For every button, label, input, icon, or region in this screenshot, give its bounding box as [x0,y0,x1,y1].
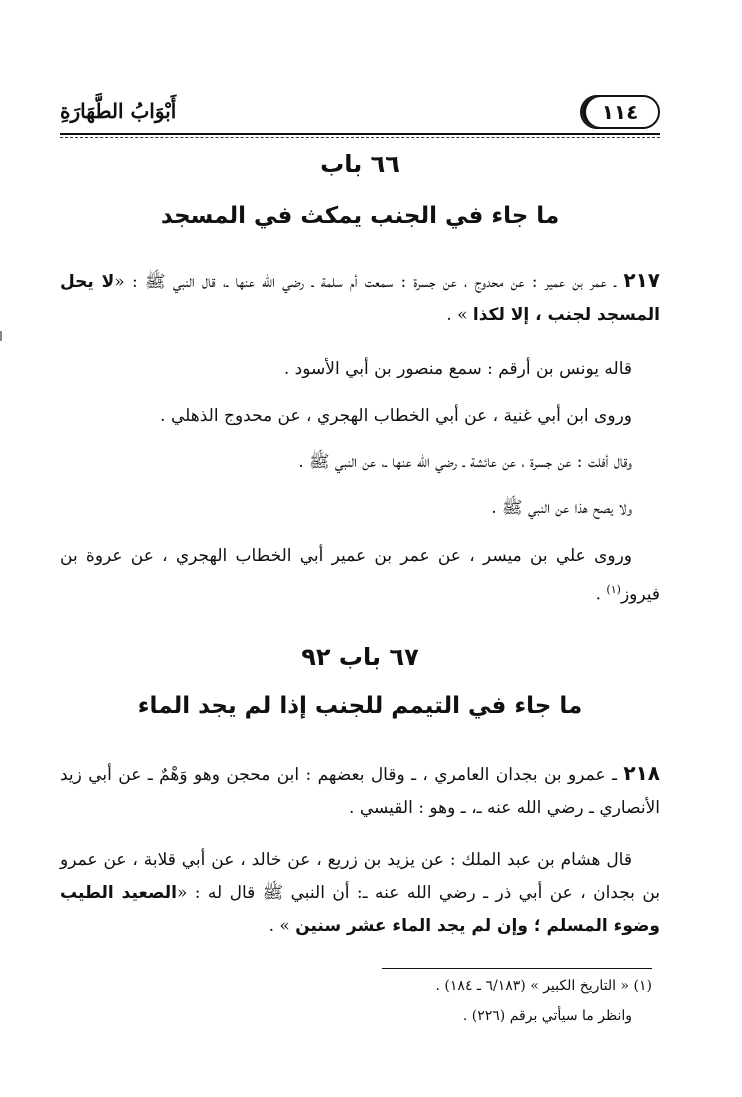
paragraph-218-b [60,844,660,943]
paragraph-217-b [60,353,660,386]
hadith-isnad: ـ عمرو بن بجدان العامري ، ـ وقال بعضهم : ابن محجن وهو وَهْمٌ ـ عن أبي زيد الأنصاري ـ رضي الله عنه ـ، ـ وهو : القيسي . [60,765,660,818]
hadith-217 [60,264,660,332]
hadith-number: ٢١٨ [623,761,660,785]
chapter-number: ٦٧ باب ٩٢ [301,643,419,671]
paragraph-close: . [595,584,607,605]
paragraph-217-e [60,492,660,525]
footnote-text: (١) « التاريخ الكبير » (٦/١٨٣ ـ ١٨٤) . [435,978,652,994]
paragraph-text: وروى علي بن ميسر ، عن عمر بن عمير أبي الخطاب الهجري ، عن عروة بن فيروز [60,546,660,605]
footnote-text: وانظر ما سيأتي برقم (٢٢٦) . [462,1008,632,1024]
paragraph-text: وروى ابن أبي غنية ، عن أبي الخطاب الهجري ، عن محدوج الذهلي . [160,406,632,426]
hadith-number: ٢١٧ [623,268,660,292]
chapter-title: ما جاء في الجنب يمكث في المسجد [160,203,560,229]
paragraph-text: ولا يصح هذا عن النبي ﷺ . [491,498,632,518]
margin-mark [0,331,2,341]
hadith-matn: الصعيد الطيب وضوء المسلم ؛ وإن لم يجد الماء عشر سنين [60,883,660,936]
footnote-rule [382,968,652,969]
paragraph-text: قاله يونس بن أرقم : سمع منصور بن أبي الأسود . [283,359,632,379]
footnote-1 [92,974,652,998]
footnote-marker[interactable]: (١) [606,583,621,596]
chapter-66-title-block [60,203,660,229]
paragraph-217-d [60,446,660,479]
hadith-close: » . [446,305,473,325]
hadith-isnad: ـ عمر بن عمير : عن محدوج ، عن جسرة : سمعت أم سلمة ـ رضي الله عنها ـ، قال النبي ﷺ : « [114,272,617,292]
header-rule [60,133,660,135]
paragraph-217-c [60,400,660,433]
hadith-close: » . [268,916,296,936]
hadith-218 [60,757,660,825]
footnote-2 [92,1004,632,1028]
paragraph-217-f [60,540,660,612]
page-header [60,95,660,131]
chapter-66 [60,150,660,178]
chapter-number: ٦٦ باب [320,150,400,178]
paragraph-text: قال هشام بن عبد الملك : عن يزيد بن زريع ، عن خالد ، عن أبي قلابة ، عن عمرو بن بجدان ، عن أبي ذر ـ رضي الله عنه ـ: أن النبي ﷺ قال له : « [60,850,660,903]
paragraph-text: وقال أفلت : عن جسرة ، عن عائشة ـ رضي الله عنها ـ، عن النبي ﷺ . [298,452,632,472]
running-title: أَبْوَابُ الطَّهَارَةِ [60,99,177,123]
header-dashed-rule [60,137,660,138]
chapter-67-title-block [60,693,660,719]
hadith-matn: لا يحل المسجد لجنب ، إلا لكذا [60,272,660,325]
chapter-title: ما جاء في التيمم للجنب إذا لم يجد الماء [137,693,583,719]
page-number: ١١٤ [580,95,660,129]
chapter-67 [60,643,660,671]
